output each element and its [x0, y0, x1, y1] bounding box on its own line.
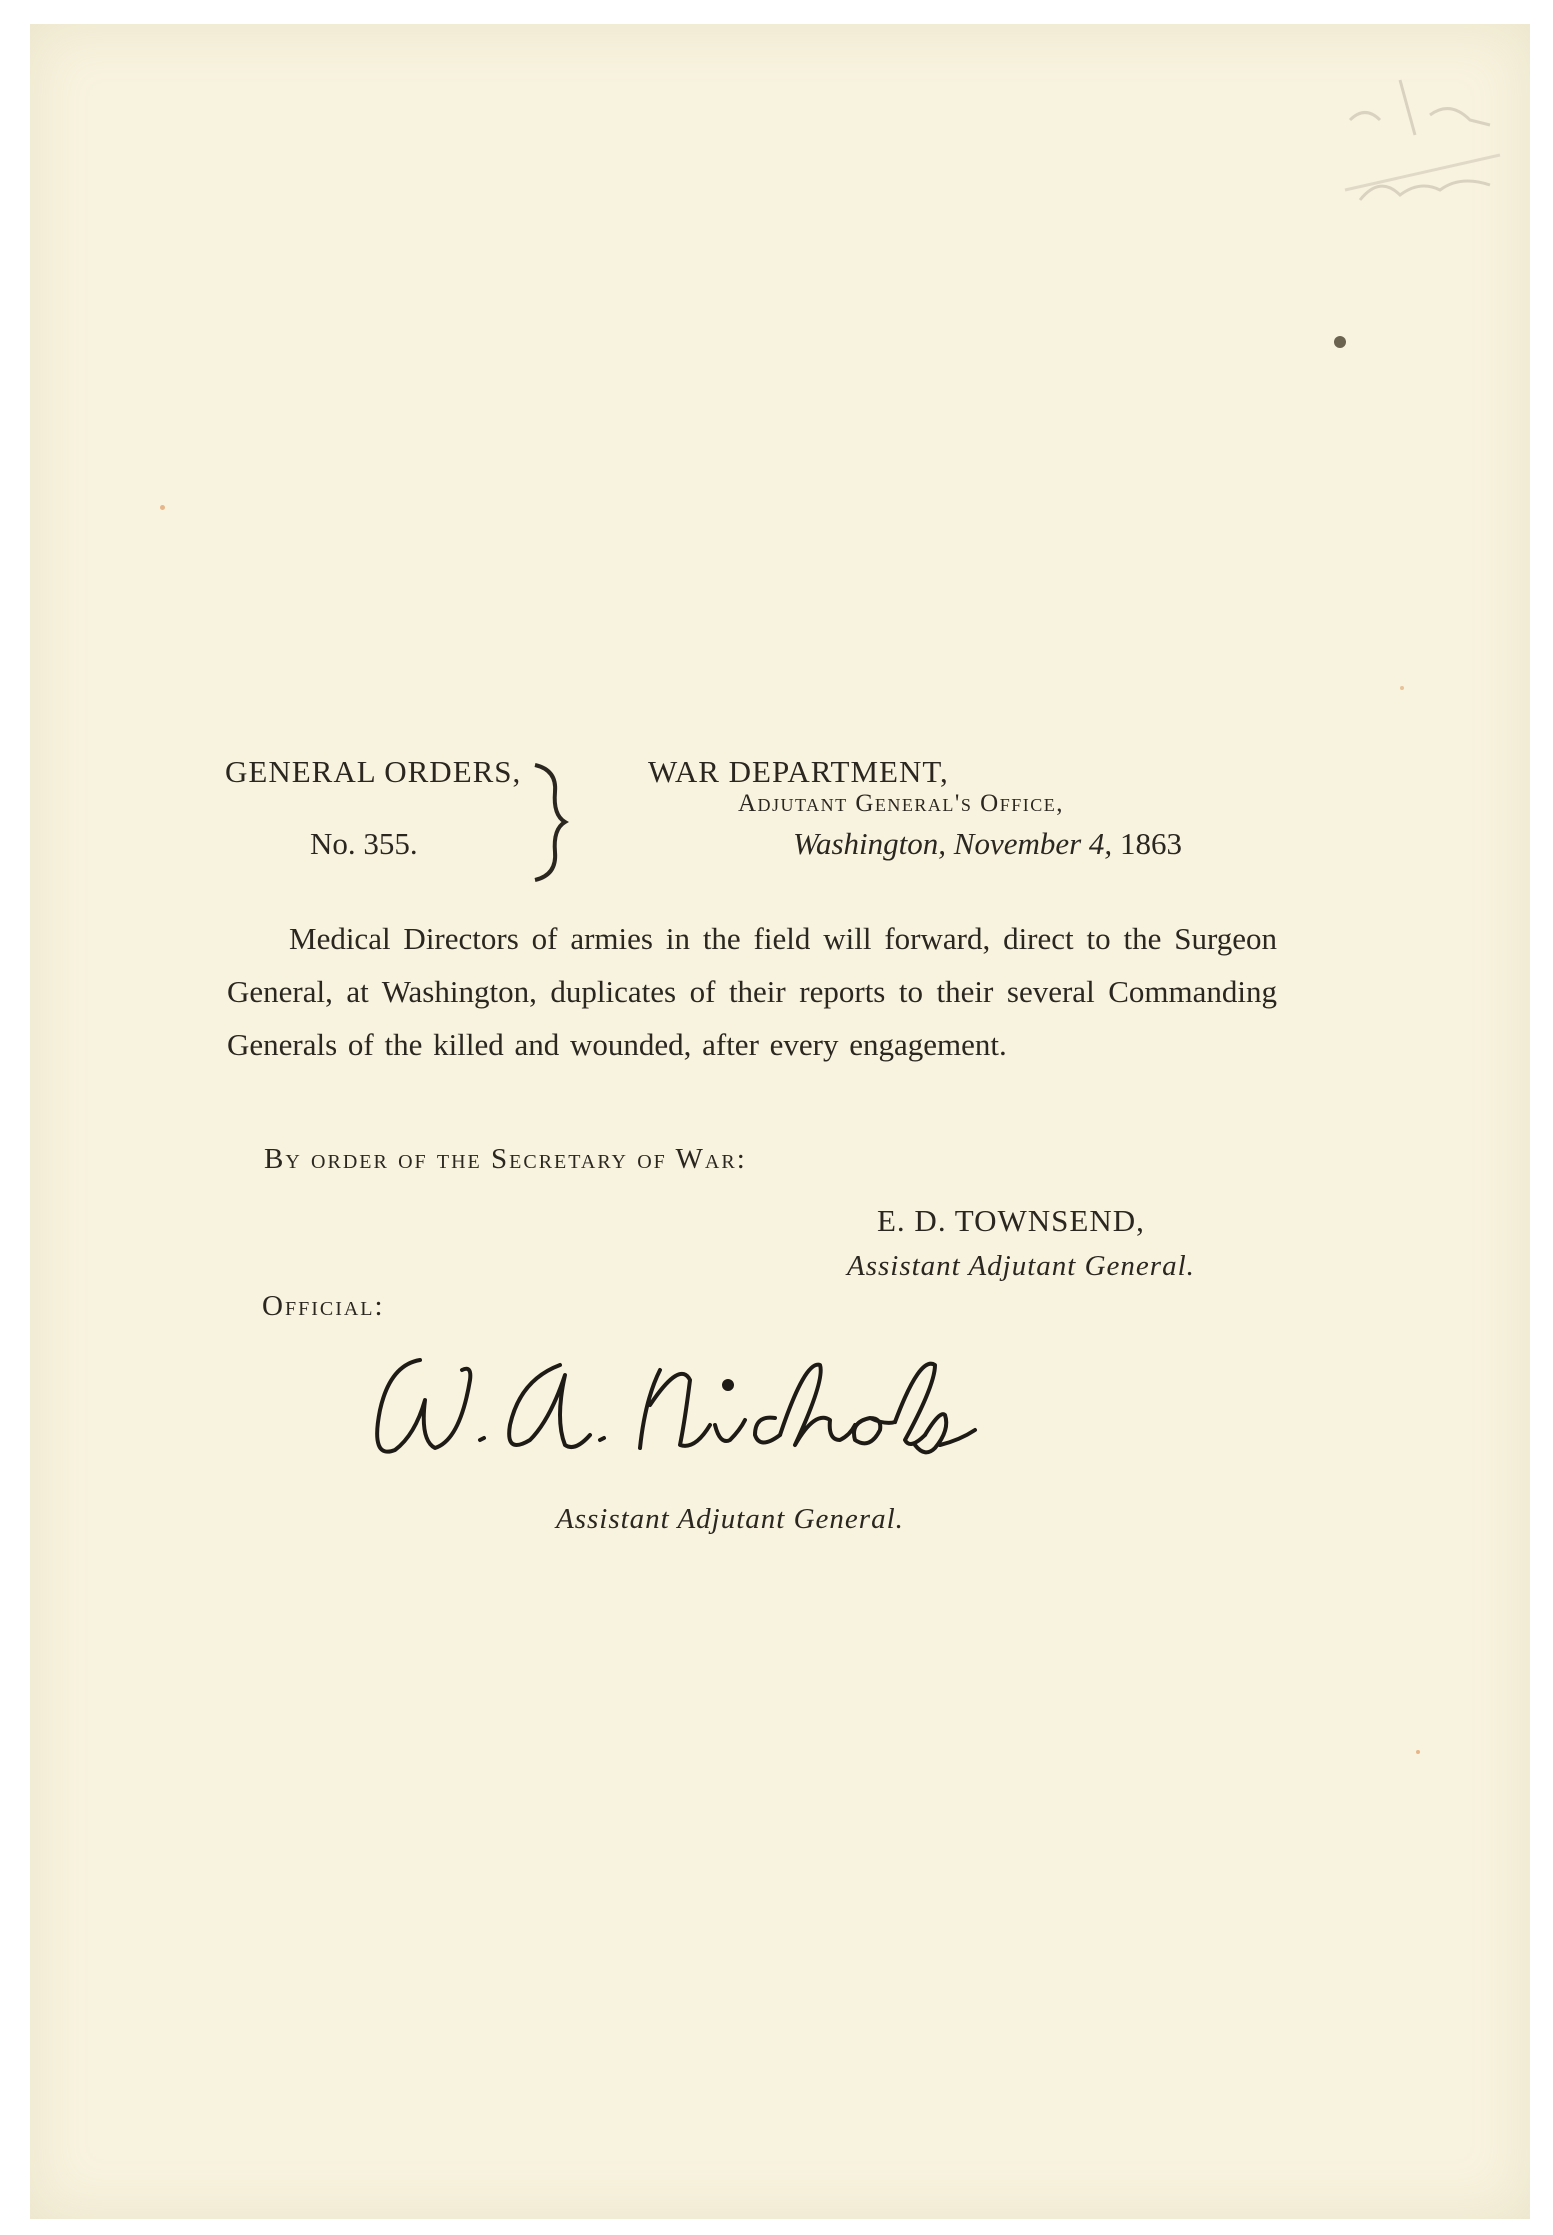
ink-spot	[1334, 336, 1346, 348]
date-month-day: November 4,	[953, 826, 1113, 861]
signer-title: Assistant Adjutant General.	[847, 1250, 1195, 1282]
handwritten-signature	[350, 1340, 990, 1480]
document-sheet	[30, 24, 1530, 2219]
order-body-text: Medical Directors of armies in the field will forward, direct to the Surgeon General, at Washington, duplicates of their reports to their several Commanding Generals of the killed and wounded, after every engagement.	[227, 921, 1277, 1062]
department-name: WAR DEPARTMENT,	[648, 754, 949, 789]
general-orders-title: GENERAL ORDERS,	[225, 754, 522, 789]
department-office: Adjutant General's Office,	[738, 790, 1064, 817]
paper-speck	[1416, 1750, 1420, 1754]
signer-name: E. D. TOWNSEND,	[877, 1203, 1145, 1238]
official-label: Official:	[262, 1290, 385, 1322]
by-order-line: By order of the Secretary of War:	[264, 1143, 747, 1175]
official-title: Assistant Adjutant General.	[556, 1503, 904, 1535]
pencil-notes-mark	[1340, 60, 1520, 210]
orders-number: No. 355.	[310, 826, 418, 861]
date-year: 1863	[1119, 826, 1182, 861]
curly-brace-icon	[525, 760, 585, 885]
date-place: Washington,	[793, 826, 947, 861]
paper-speck	[160, 505, 165, 510]
issue-date	[793, 826, 1182, 862]
paper-speck	[1400, 686, 1404, 690]
